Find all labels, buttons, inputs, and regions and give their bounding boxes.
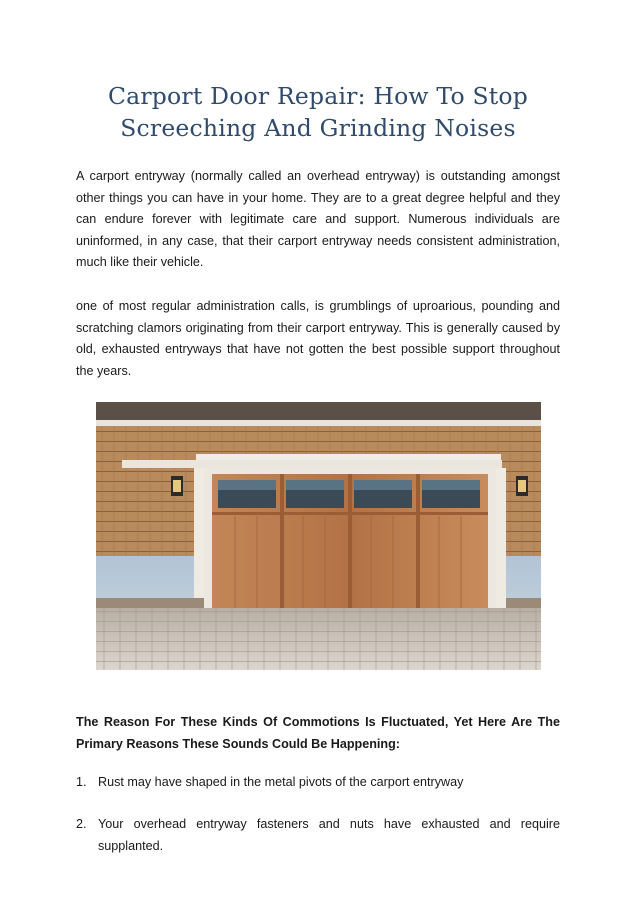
page-title: Carport Door Repair: How To Stop Screeching And Grinding Noises bbox=[107, 82, 529, 142]
list-item-number: 2. bbox=[76, 817, 87, 832]
list-item bbox=[76, 814, 560, 857]
list-item bbox=[76, 772, 560, 794]
paragraph-intro: A carport entryway (normally called an overhead entryway) is outstanding amongst other things you can have in your home. They are to a great degree helpful and they can endure forever with legitimate care and support. Numerous individuals are uninformed, in any case, that their carport entryway needs consistent administration, much like their vehicle. bbox=[76, 169, 560, 270]
garage-door-photo bbox=[96, 402, 541, 670]
paragraph-service-calls: one of most regular administration calls, is grumblings of uproarious, pounding and scratching clamors originating from their carport entryway. This is generally caused by old, exhausted entryways that have not gotten the best possible support throughout the years. bbox=[76, 298, 560, 378]
list-item-text: Your overhead entryway fasteners and nuts have exhausted and require supplanted. bbox=[98, 817, 560, 853]
list-item-text: Rust may have shaped in the metal pivots of the carport entryway bbox=[98, 774, 464, 789]
section-heading: The Reason For These Kinds Of Commotions Is Fluctuated, Yet Here Are The Primary Reasons These Sounds Could Be Happening: bbox=[76, 715, 560, 751]
reasons-list bbox=[76, 772, 560, 858]
list-item-number: 1. bbox=[76, 774, 87, 789]
